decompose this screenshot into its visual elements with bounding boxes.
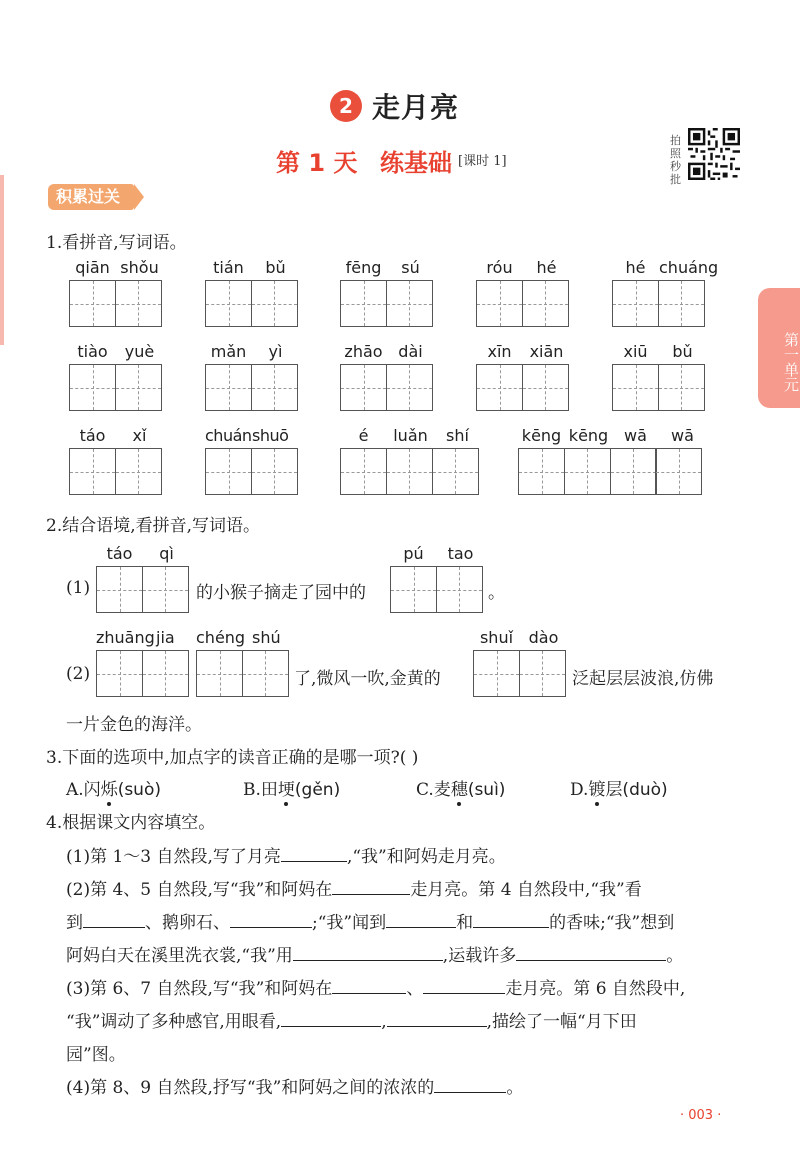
- dotted-char: 镀: [588, 775, 605, 800]
- q3-option-d[interactable]: [570, 775, 668, 800]
- pinyin-syllable: táo: [79, 426, 106, 445]
- pinyin-syllable: dài: [398, 342, 423, 361]
- blank[interactable]: [332, 976, 406, 994]
- option-pinyin: (suò): [117, 780, 161, 800]
- pinyin-syllable: dào: [528, 628, 559, 647]
- text: 。: [666, 946, 684, 966]
- pinyin-syllable: qiān: [75, 258, 110, 277]
- blank[interactable]: [473, 910, 549, 928]
- text: ,描绘了一幅“月下田: [486, 1012, 637, 1032]
- tianzige-grid[interactable]: [205, 448, 299, 495]
- blank[interactable]: [434, 1075, 506, 1093]
- option-text: D.: [570, 780, 589, 800]
- option-text: C.麦: [416, 780, 451, 800]
- pinyin-syllable: sú: [401, 258, 420, 277]
- pinyin-syllable: jia: [156, 628, 175, 647]
- q2-s2-text: 了,微风一吹,金黄的: [294, 669, 441, 689]
- tianzige-grid[interactable]: [390, 566, 484, 613]
- tianzige-grid[interactable]: [196, 650, 290, 697]
- pinyin-syllable: tiào: [77, 342, 108, 361]
- q3-option-a[interactable]: [66, 775, 161, 800]
- q1-item: [476, 258, 570, 327]
- pinyin-syllable: pú: [403, 544, 424, 563]
- tianzige-grid[interactable]: [340, 448, 481, 495]
- q2-s1-label: (1): [66, 578, 91, 598]
- pinyin-syllable: xiū: [623, 342, 648, 361]
- tianzige-grid[interactable]: [518, 448, 706, 495]
- text: ;“我”闻到: [312, 913, 387, 933]
- blank[interactable]: [281, 1009, 381, 1027]
- text: 到: [66, 913, 83, 933]
- text: 。: [506, 1078, 524, 1098]
- period-label: [课时 1]: [458, 154, 507, 169]
- section-tag: 积累过关: [48, 184, 134, 210]
- tianzige-grid[interactable]: [340, 280, 434, 327]
- tianzige-grid[interactable]: [476, 364, 570, 411]
- q1-item: [340, 342, 434, 411]
- pinyin-syllable: zhāo: [344, 342, 383, 361]
- pinyin-syllable: shú: [252, 628, 281, 647]
- q4-line-2: [66, 875, 642, 900]
- q2-title: 2.结合语境,看拼音,写词语。: [46, 516, 261, 536]
- tianzige-grid[interactable]: [476, 280, 570, 327]
- tianzige-grid[interactable]: [69, 280, 163, 327]
- pinyin-syllable: róu: [486, 258, 513, 277]
- q1-item: [205, 342, 299, 411]
- q2-s2-word2: [196, 628, 290, 697]
- pinyin-syllable: shí: [446, 426, 469, 445]
- qr-code-icon[interactable]: [688, 128, 740, 180]
- pinyin-syllable: kēng: [568, 426, 609, 445]
- pinyin-syllable: yuè: [124, 342, 155, 361]
- q1-item: [476, 342, 570, 411]
- text: 阿妈白天在溪里洗衣裳,“我”用: [66, 946, 293, 966]
- day-subtitle: 练基础: [380, 149, 452, 177]
- text: 和: [456, 913, 474, 933]
- q1-item: [612, 342, 706, 411]
- pinyin-syllable: chuáng: [659, 258, 719, 277]
- dotted-char: 烁: [101, 775, 118, 800]
- tianzige-grid[interactable]: [205, 364, 299, 411]
- tianzige-grid[interactable]: [340, 364, 434, 411]
- option-pinyin: (suì): [467, 780, 506, 800]
- pinyin-syllable: é: [358, 426, 369, 445]
- lesson-title: 走月亮: [372, 91, 460, 124]
- blank[interactable]: [293, 943, 443, 961]
- blank[interactable]: [230, 910, 312, 928]
- q4-line-4: [66, 941, 683, 966]
- text: (4)第 8、9 自然段,抒写“我”和阿妈之间的浓浓的: [66, 1078, 435, 1098]
- pinyin-syllable: qì: [159, 544, 174, 563]
- pinyin-syllable: mǎn: [210, 342, 247, 361]
- option-pinyin: 层(duò): [605, 780, 668, 800]
- text: 走月亮。第 4 自然段中,“我”看: [410, 880, 642, 900]
- blank[interactable]: [386, 910, 456, 928]
- pinyin-syllable: kēng: [521, 426, 562, 445]
- tianzige-grid[interactable]: [473, 650, 567, 697]
- day-title: 第 1 天: [276, 149, 358, 177]
- q1-item: [69, 342, 163, 411]
- text: ,运载许多: [442, 946, 517, 966]
- q1-item: [612, 258, 717, 327]
- q2-s1-word2: [390, 544, 484, 613]
- pinyin-syllable: táo: [106, 544, 133, 563]
- blank[interactable]: [281, 844, 347, 862]
- q4-line-6: [66, 1007, 637, 1032]
- q3-option-c[interactable]: [416, 775, 505, 800]
- pinyin-syllable: wā: [624, 426, 647, 445]
- q2-s2-cont: 一片金色的海洋。: [66, 715, 202, 735]
- pinyin-syllable: xiān: [529, 342, 564, 361]
- text: (2)第 4、5 自然段,写“我”和阿妈在: [66, 880, 333, 900]
- q1-title: 1.看拼音,写词语。: [46, 233, 187, 253]
- pinyin-syllable: shuǐ: [479, 628, 514, 647]
- q1-item: [340, 426, 481, 495]
- pinyin-syllable: xīn: [487, 342, 512, 361]
- pinyin-syllable: xǐ: [132, 426, 147, 445]
- q4-line-8: [66, 1073, 523, 1098]
- pinyin-syllable: chéng: [196, 628, 246, 647]
- tianzige-grid[interactable]: [69, 364, 163, 411]
- pinyin-syllable: wā: [671, 426, 694, 445]
- pinyin-syllable: fēng: [345, 258, 382, 277]
- option-text: A.闪: [66, 780, 101, 800]
- pinyin-syllable: bǔ: [672, 342, 693, 361]
- unit-tab[interactable]: [758, 288, 800, 408]
- q4-title: 4.根据课文内容填空。: [46, 813, 216, 833]
- q2-s2-label: (2): [66, 664, 91, 684]
- blank[interactable]: [516, 943, 666, 961]
- option-text: B.田: [243, 780, 278, 800]
- q3-option-b[interactable]: [243, 775, 340, 800]
- blank[interactable]: [83, 910, 145, 928]
- tianzige-grid[interactable]: [69, 448, 163, 495]
- pinyin-syllable: tián: [213, 258, 244, 277]
- tianzige-grid[interactable]: [612, 364, 706, 411]
- text: ,“我”和阿妈走月亮。: [346, 847, 506, 867]
- q4-line-5: [66, 974, 685, 999]
- left-accent-bar: [0, 175, 4, 345]
- unit-tab-label: 第一单元: [782, 332, 800, 392]
- q4-line-7: 园”图。: [66, 1045, 126, 1065]
- q1-item: [69, 258, 163, 327]
- option-pinyin: (gěn): [294, 780, 341, 800]
- text: 走月亮。第 6 自然段中,: [505, 979, 686, 999]
- pinyin-syllable: luǎn: [393, 426, 428, 445]
- q2-s2-word1: [96, 628, 190, 697]
- text: (1)第 1～3 自然段,写了月亮: [66, 847, 281, 867]
- blank[interactable]: [387, 1009, 487, 1027]
- pinyin-syllable: yì: [268, 342, 283, 361]
- q4-line-3: [66, 908, 674, 933]
- text: 、: [406, 979, 424, 999]
- q1-item: [69, 426, 163, 495]
- text: (3)第 6、7 自然段,写“我”和阿妈在: [66, 979, 333, 999]
- tianzige-grid[interactable]: [96, 650, 190, 697]
- q1-item: [205, 258, 299, 327]
- text: 的香味;“我”想到: [549, 913, 675, 933]
- tianzige-grid[interactable]: [205, 280, 299, 327]
- blank[interactable]: [332, 877, 410, 895]
- q2-s2-word3: [473, 628, 567, 697]
- blank[interactable]: [423, 976, 505, 994]
- pinyin-syllable: tao: [447, 544, 474, 563]
- tianzige-grid[interactable]: [96, 566, 190, 613]
- q4-line-1: [66, 842, 506, 867]
- q3-title: 3.下面的选项中,加点字的读音正确的是哪一项?( ): [46, 748, 419, 768]
- q1-item: [205, 426, 299, 495]
- pinyin-syllable: hé: [625, 258, 646, 277]
- pinyin-syllable: chuán: [205, 426, 252, 445]
- text: ,: [381, 1012, 387, 1032]
- page-number: · 003 ·: [680, 1108, 722, 1123]
- tianzige-grid[interactable]: [612, 280, 717, 327]
- q1-item: [518, 426, 706, 495]
- q2-s1-end: 。: [488, 583, 505, 603]
- pinyin-syllable: shǒu: [120, 258, 159, 277]
- q2-s2-text2: 泛起层层波浪,仿佛: [572, 669, 714, 689]
- q2-s1-word1: [96, 544, 190, 613]
- dotted-char: 埂: [278, 775, 295, 800]
- pinyin-syllable: bǔ: [265, 258, 286, 277]
- text: 、鹅卵石、: [145, 913, 230, 933]
- pinyin-syllable: zhuāng: [96, 628, 155, 647]
- q1-item: [340, 258, 434, 327]
- lesson-number-badge: 2: [330, 90, 362, 122]
- dotted-char: 穗: [451, 775, 468, 800]
- pinyin-syllable: hé: [536, 258, 557, 277]
- text: “我”调动了多种感官,用眼看,: [66, 1012, 282, 1032]
- q2-s1-text: 的小猴子摘走了园中的: [196, 583, 366, 603]
- pinyin-syllable: shuō: [252, 426, 289, 445]
- qr-label: 拍照秒批: [670, 134, 681, 186]
